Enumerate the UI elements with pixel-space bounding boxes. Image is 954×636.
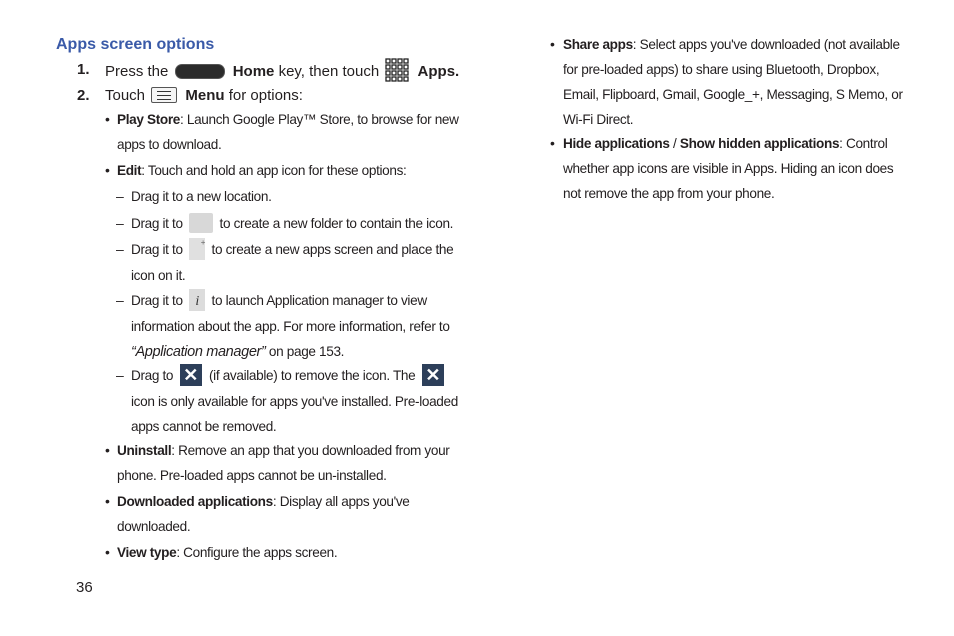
edit-option-new-page: Drag it to + to create a new apps screen and place the icon on it. — [131, 237, 454, 283]
remove-x-icon: ✕ — [422, 364, 444, 386]
step-text: for options: — [224, 87, 303, 104]
edit-option-folder: Drag it to to create a new folder to contain the icon. — [131, 211, 466, 236]
bullet-edit: Edit: Touch and hold an app icon for these options: — [117, 163, 407, 178]
bullet-dot: • — [550, 36, 555, 52]
bullet-dot: • — [105, 442, 110, 458]
cross-reference-link[interactable]: “Application manager” — [131, 343, 266, 360]
step-text: Press the — [105, 62, 169, 80]
apps-grid-icon — [385, 58, 409, 82]
bullet-play-store: Play Store: Launch Google Play™ Store, to browse for new apps to download. — [117, 112, 459, 152]
edit-option-info: Drag it to i to launch Application manager to view information about the app. For more information, refer to “Application manager” on page 153. — [131, 288, 466, 365]
bullet-dot: • — [550, 135, 555, 151]
bullet-dot: • — [105, 493, 110, 509]
edit-option-remove: Drag to ✕ (if available) to remove the icon. The ✕ icon is only available for apps you've installed. Pre-loaded apps cannot be removed. — [131, 364, 458, 434]
bullet-dot: • — [105, 111, 110, 127]
menu-key-icon — [151, 87, 177, 103]
bullet-dot: • — [105, 162, 110, 178]
bullet-share-apps: Share apps: Select apps you've downloaded (not available for pre-loaded apps) to share using Bluetooth, Dropbox, Email, Flipboard, Gmail, Google_+, Messaging, S Memo, or Wi-Fi Direct. — [563, 37, 903, 127]
edit-option-move: Drag it to a new location. — [131, 189, 272, 204]
bullet-hide-applications: Hide applications / Show hidden applications: Control whether app icons are visible in Apps. Hiding an icon does not remove the app from your phone. — [563, 136, 894, 201]
step-text: Touch — [105, 87, 146, 104]
add-page-icon: + — [189, 238, 205, 260]
apps-label: Apps. — [417, 62, 460, 80]
dash-marker: – — [116, 292, 124, 308]
section-heading: Apps screen options — [56, 36, 215, 53]
dash-marker: – — [116, 215, 124, 231]
bullet-dot: • — [105, 544, 110, 560]
dash-marker: – — [116, 241, 124, 257]
info-icon: i — [189, 289, 205, 311]
page-number: 36 — [76, 579, 93, 596]
remove-x-icon: ✕ — [180, 364, 202, 386]
bullet-view-type: View type: Configure the apps screen. — [117, 545, 338, 560]
bullet-downloaded-applications: Downloaded applications: Display all apps you've downloaded. — [117, 494, 410, 534]
step-number: 1. — [77, 61, 90, 78]
home-label: Home — [232, 62, 275, 80]
folder-icon — [189, 213, 213, 233]
menu-label: Menu — [185, 87, 225, 104]
dash-marker: – — [116, 188, 124, 204]
home-key-icon — [175, 64, 225, 79]
step-text: key, then touch — [274, 62, 380, 80]
bullet-uninstall: Uninstall: Remove an app that you downloaded from your phone. Pre-loaded apps cannot be un-installed. — [117, 443, 450, 483]
step-number: 2. — [77, 87, 90, 104]
dash-marker: – — [116, 367, 124, 383]
